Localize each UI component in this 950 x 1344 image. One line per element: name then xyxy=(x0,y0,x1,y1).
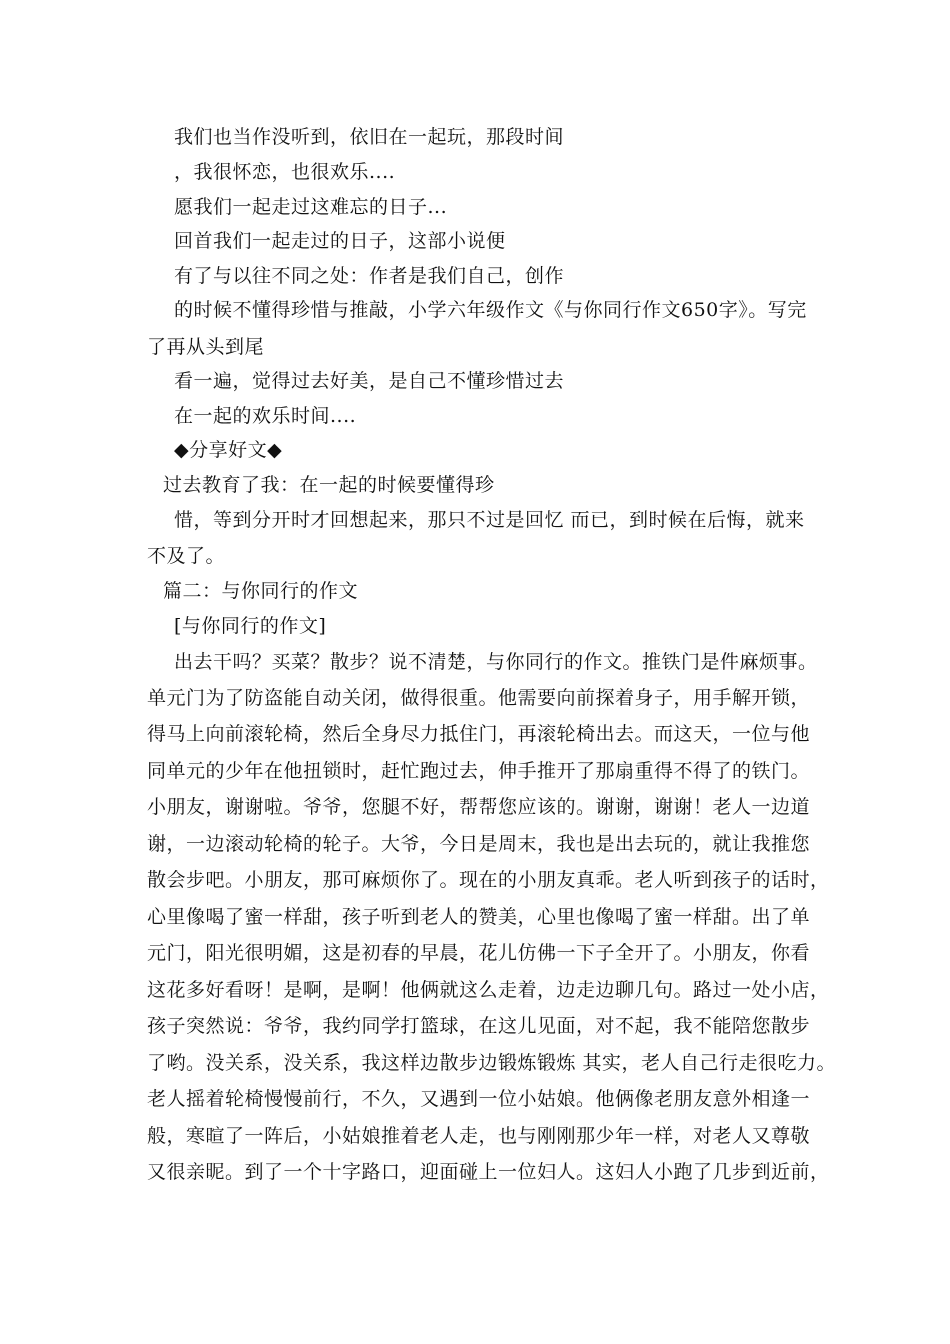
text-line: 有了与以往不同之处：作者是我们自己，创作 xyxy=(174,265,565,287)
text-line: 单元门为了防盗能自动关闭，做得很重。他需要向前探着身子，用手解开锁， xyxy=(147,687,811,709)
text-line: 孩子突然说：爷爷，我约同学打篮球，在这儿见面，对不起，我不能陪您散步 xyxy=(147,1015,811,1037)
text-line: 愿我们一起走过这难忘的日子... xyxy=(174,196,448,218)
text-line: 回首我们一起走过的日子，这部小说便 xyxy=(174,230,506,252)
text-line: 谢，一边滚动轮椅的轮子。大爷，今日是周末，我也是出去玩的，就让我推您 xyxy=(147,833,811,855)
text-line: 老人摇着轮椅慢慢前行，不久，又遇到一位小姑娘。他俩像老朋友意外相逢一 xyxy=(147,1088,811,1110)
text-line: 般，寒暄了一阵后，小姑娘推着老人走，也与刚刚那少年一样，对老人又尊敬 xyxy=(147,1125,811,1147)
text-line: 得马上向前滚轮椅，然后全身尽力抵住门，再滚轮椅出去。而这天，一位与他 xyxy=(147,723,811,745)
text-line: 小朋友，谢谢啦。爷爷，您腿不好，帮帮您应该的。谢谢，谢谢！老人一边道 xyxy=(147,796,811,818)
text-line: 出去干吗？买菜？散步？说不清楚，与你同行的作文。推铁门是件麻烦事。 xyxy=(174,651,818,673)
text-line: 心里像喝了蜜一样甜，孩子听到老人的赞美，心里也像喝了蜜一样甜。出了单 xyxy=(147,906,811,928)
text-line: ，我很怀恋，也很欢乐.... xyxy=(174,161,396,183)
section-marker: ◆分享好文◆ xyxy=(174,439,283,461)
text-line: 元门，阳光很明媚，这是初春的早晨，花儿仿佛一下子全开了。小朋友，你看 xyxy=(147,942,811,964)
text-line: 我们也当作没听到，依旧在一起玩，那段时间 xyxy=(174,126,565,148)
text-line: 散会步吧。小朋友，那可麻烦你了。现在的小朋友真乖。老人听到孩子的话时， xyxy=(147,869,830,891)
text-line: 惜，等到分开时才回想起来，那只不过是回忆 而已，到时候在后悔，就来 xyxy=(174,509,805,531)
text-line: 了哟。没关系，没关系，我这样边散步边锻炼锻炼 其实，老人自己行走很吃力。 xyxy=(147,1052,837,1074)
text-line: 这花多好看呀！是啊，是啊！他俩就这么走着，边走边聊几句。路过一处小店， xyxy=(147,979,830,1001)
text-line: 了再从头到尾 xyxy=(147,336,265,358)
section-subheading: [与你同行的作文] xyxy=(174,615,327,637)
text-line: 又很亲昵。到了一个十字路口，迎面碰上一位妇人。这妇人小跑了几步到近前， xyxy=(147,1161,830,1183)
text-line: 看一遍，觉得过去好美，是自己不懂珍惜过去 xyxy=(174,370,565,392)
text-line: 过去教育了我：在一起的时候要懂得珍 xyxy=(163,474,495,496)
text-line: 在一起的欢乐时间.... xyxy=(174,405,357,427)
text-line: 的时候不懂得珍惜与推敲，小学六年级作文《与你同行作文650字》。写完 xyxy=(174,299,807,321)
text-line: 不及了。 xyxy=(147,545,226,567)
text-line: 同单元的少年在他扭锁时，赶忙跑过去，伸手推开了那扇重得不得了的铁门。 xyxy=(147,760,811,782)
section-heading: 篇二：与你同行的作文 xyxy=(163,580,359,602)
